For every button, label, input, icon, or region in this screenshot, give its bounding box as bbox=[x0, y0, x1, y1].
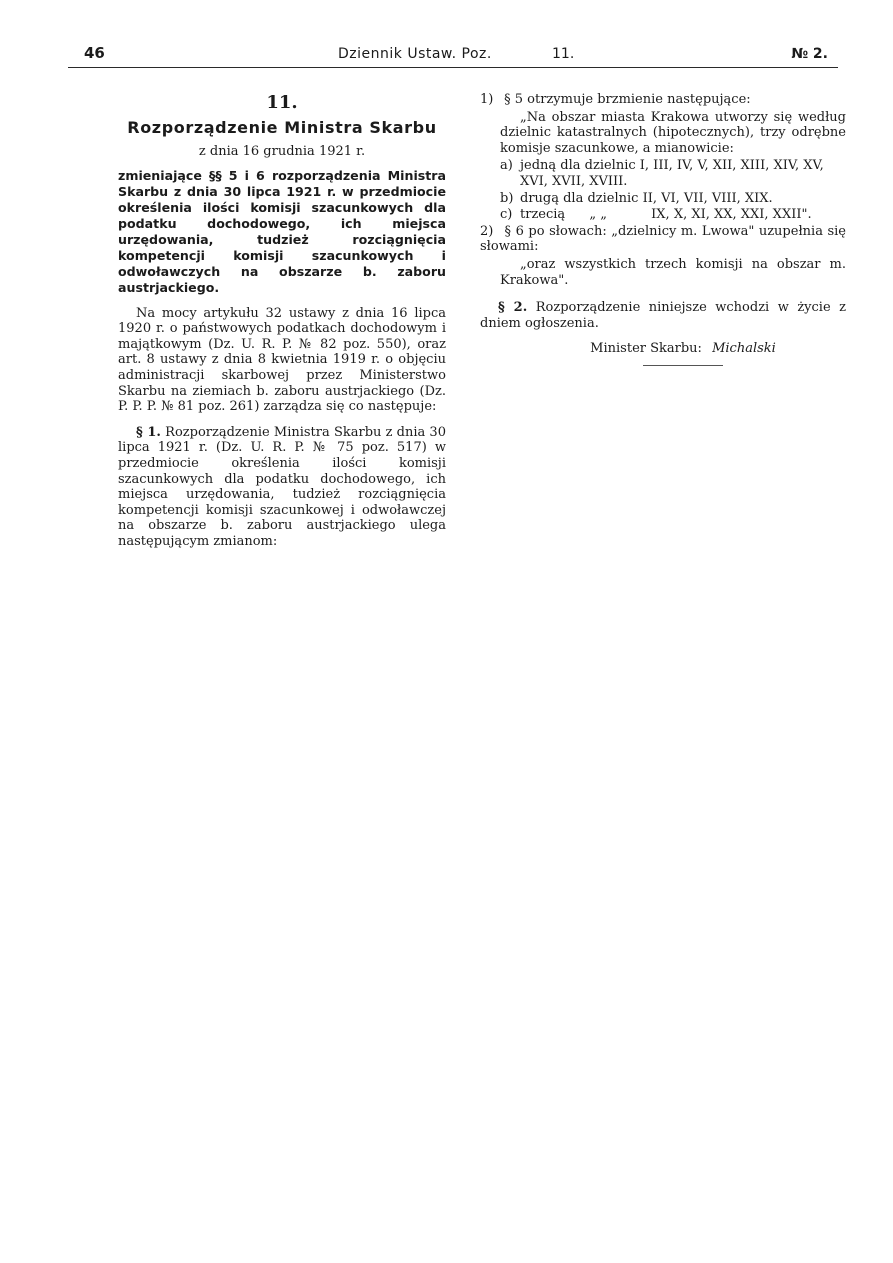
subitem-b-text: drugą dla dzielnic II, VI, VII, VIII, XIX. bbox=[520, 190, 773, 206]
right-column bbox=[480, 92, 846, 366]
left-column bbox=[118, 92, 446, 560]
section-2-paragraph bbox=[480, 300, 846, 331]
section-1-label: § 1. bbox=[136, 424, 161, 440]
header-rule bbox=[68, 67, 838, 68]
page-number: 46 bbox=[84, 44, 105, 62]
subitem-c-word: trzecią bbox=[520, 207, 566, 223]
preamble-paragraph: Na mocy artykułu 32 ustawy z dnia 16 lipca 1920 r. o państwowych podatkach dochodowym i majątkowym (Dz. U. R. P. № 82 poz. 550), oraz art. 8 ustawy z dnia 8 kwietnia 1919 r. o objęciu administracji skarbowej przez Ministerstwo Skarbu na ziemiach b. zaboru austrjackiego (Dz. P. P. P. № 81 poz. 261) zarządza się co następuje: bbox=[118, 305, 446, 415]
journal-title: Dziennik Ustaw. Poz. bbox=[338, 46, 492, 62]
subitem-b bbox=[500, 191, 846, 207]
issue-number: № 2. bbox=[791, 46, 828, 62]
amendment-item-2-label: 2) bbox=[480, 223, 494, 239]
subitem-a-label: a) bbox=[500, 158, 513, 174]
amendment-item-1-text: § 5 otrzymuje brzmienie następujące: bbox=[504, 92, 751, 107]
amendment-item-1-quote: „Na obszar miasta Krakowa utworzy się według dzielnic katastralnych (hipotecznych), trzy odrębne komisje szacunkowe, a mianowicie: bbox=[500, 109, 846, 156]
amendment-item-1 bbox=[480, 92, 846, 108]
position-number: 11. bbox=[552, 46, 575, 62]
section-2-text: Rozporządzenie niniejsze wchodzi w życie z dniem ogłoszenia. bbox=[480, 300, 846, 331]
subitem-c-label: c) bbox=[500, 207, 513, 223]
regulation-subject: zmieniające §§ 5 i 6 rozporządzenia Ministra Skarbu z dnia 30 lipca 1921 r. w przedmiocie określenia ilości komisji szacunkowych dla podatku dochodowego, ich miejsca urzędowania, tudzież rozciągnięcia kompetencji komisji szacunkowych i odwoławczych na obszarze b. zaboru austrjackiego. bbox=[118, 167, 446, 295]
signature-label: Minister Skarbu: bbox=[590, 341, 702, 357]
section-2-label: § 2. bbox=[498, 300, 528, 316]
page-header bbox=[68, 40, 838, 70]
signature-name: Michalski bbox=[712, 341, 776, 357]
regulation-title: Rozporządzenie Ministra Skarbu bbox=[127, 118, 437, 137]
amendment-item-2-quote: „oraz wszystkich trzech komisji na obszar m. Krakowa". bbox=[500, 256, 846, 288]
section-1-text: Rozporządzenie Ministra Skarbu z dnia 30 lipca 1921 r. (Dz. U. R. P. № 75 poz. 517) w przedmiocie określenia ilości komisji szacunkowych dla podatku dochodowego, ich miejsca urzędowania, tudzież rozciągnięcia kompetencji komisji szacunkowej i odwoławczej na obszarze b. zaboru austrjackiego ulega następującym zmianom: bbox=[118, 424, 446, 549]
regulation-number: 11. bbox=[266, 92, 298, 113]
subitem-c bbox=[500, 207, 846, 223]
amendment-item-1-label: 1) bbox=[480, 92, 494, 107]
subitem-a bbox=[500, 158, 846, 189]
subitem-c-text: IX, X, XI, XX, XXI, XXII". bbox=[651, 207, 812, 223]
section-1-paragraph bbox=[118, 425, 446, 550]
signature-rule bbox=[643, 365, 723, 366]
subitem-c-ditto: „ „ bbox=[589, 207, 607, 223]
amendment-item-2 bbox=[480, 224, 846, 255]
regulation-date: z dnia 16 grudnia 1921 r. bbox=[198, 144, 366, 159]
signature bbox=[520, 341, 846, 357]
amendment-item-2-text: § 6 po słowach: „dzielnicy m. Lwowa" uzupełnia się słowami: bbox=[480, 223, 846, 255]
subitem-b-label: b) bbox=[500, 190, 514, 206]
subitem-a-text: jedną dla dzielnic I, III, IV, V, XII, XIII, XIV, XV, XVI, XVII, XVIII. bbox=[520, 158, 824, 189]
